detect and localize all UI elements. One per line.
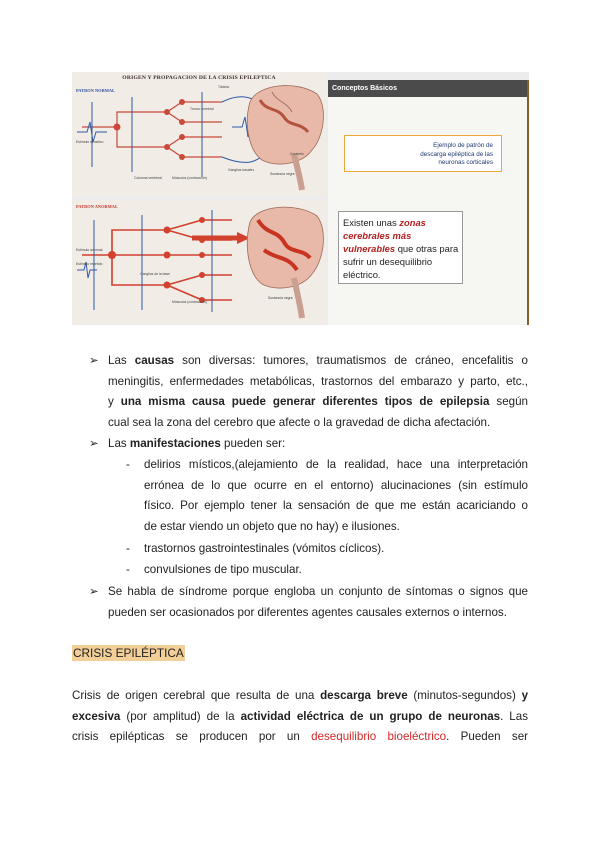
bullet-arrow: ➢ xyxy=(89,355,99,367)
sub-item-gastro: trastornos gastrointestinales (vómitos cíclicos). xyxy=(144,542,385,555)
abnormal-pattern-label: PATRON ANORMAL xyxy=(76,204,118,209)
example-pattern-box: Ejemplo de patrón de descarga epiléptica de las neuronas corticales xyxy=(344,135,502,172)
manifestations-line: Las manifestaciones pueden ser: xyxy=(108,437,286,450)
concepts-panel xyxy=(328,80,529,325)
vulnerable-zones-box: Existen unas zonas cerebrales más vulnerables que otras para sufrir un desequilibrio eléctrico. xyxy=(338,211,463,284)
figure-title: ORIGEN Y PROPAGACION DE LA CRISIS EPILEPTICA xyxy=(122,75,276,81)
neural-diagram xyxy=(72,72,326,325)
normal-pattern-panel: ORIGEN Y PROPAGACION DE LA CRISIS EPILEPTICA PATRON NORMAL Tálamo Estímulo sensitivo Tronco cerebral Columna vertebral Cerebelo Ganglios basales Músculos (contracción) Sustancia negra xyxy=(72,72,326,196)
abnormal-pattern-illustration xyxy=(72,200,326,324)
crisis-paragraph: Crisis de origen cerebral que resulta de una descarga breve (minutos-segundos) y excesiva (por amplitud) de la actividad eléctrica de un grupo de neuronas. Las crisis epilépticas se producen por un desequilibrio bioeléctrico. Pueden ser xyxy=(72,689,529,743)
panel-border xyxy=(527,80,529,325)
section-heading: CRISIS EPILÉPTICA xyxy=(73,646,184,660)
sub-dash: - xyxy=(126,458,130,471)
sub-item-convulsiones: convulsiones de tipo muscular. xyxy=(144,563,302,576)
bullet-arrow: ➢ xyxy=(89,438,99,450)
normal-pattern-label: PATRON NORMAL xyxy=(76,88,115,93)
sub-dash: - xyxy=(126,563,130,576)
bullet-arrow: ➢ xyxy=(89,586,99,598)
causes-paragraph: Las causas son diversas: tumores, traumatismos de cráneo, encefalitis o meningitis, enfermedades metabólicas, trastornos del embarazo y parto, etc., y una misma causa puede generar diferentes tipos de epilepsia según cual sea la zona del cerebro que afecte o la gravedad de dicha afectación. xyxy=(108,354,528,429)
sub-dash: - xyxy=(126,542,130,555)
concepts-header: Conceptos Básicos xyxy=(328,80,527,97)
sub-item-delirios: delirios místicos,(alejamiento de la realidad, hace una interpretación errónea de lo que ocurre en el entorno) alucinaciones (sin estímulo físico. Por ejemplo tener la sensación de que me están acariciando o de estar viendo un objeto que no hay) e ilusiones. xyxy=(144,458,528,533)
syndrome-paragraph: Se habla de síndrome porque engloba un conjunto de síntomas o signos que pueden ser ocasionados por diferentes agentes causales externos o internos. xyxy=(108,585,528,619)
abnormal-pattern-panel: PATRON ANORMAL Estímulo anormal Estímulo repetido Ganglios de la base Músculos (contracción) Sustancia negra xyxy=(72,200,326,324)
epilepsy-figure xyxy=(72,72,529,325)
